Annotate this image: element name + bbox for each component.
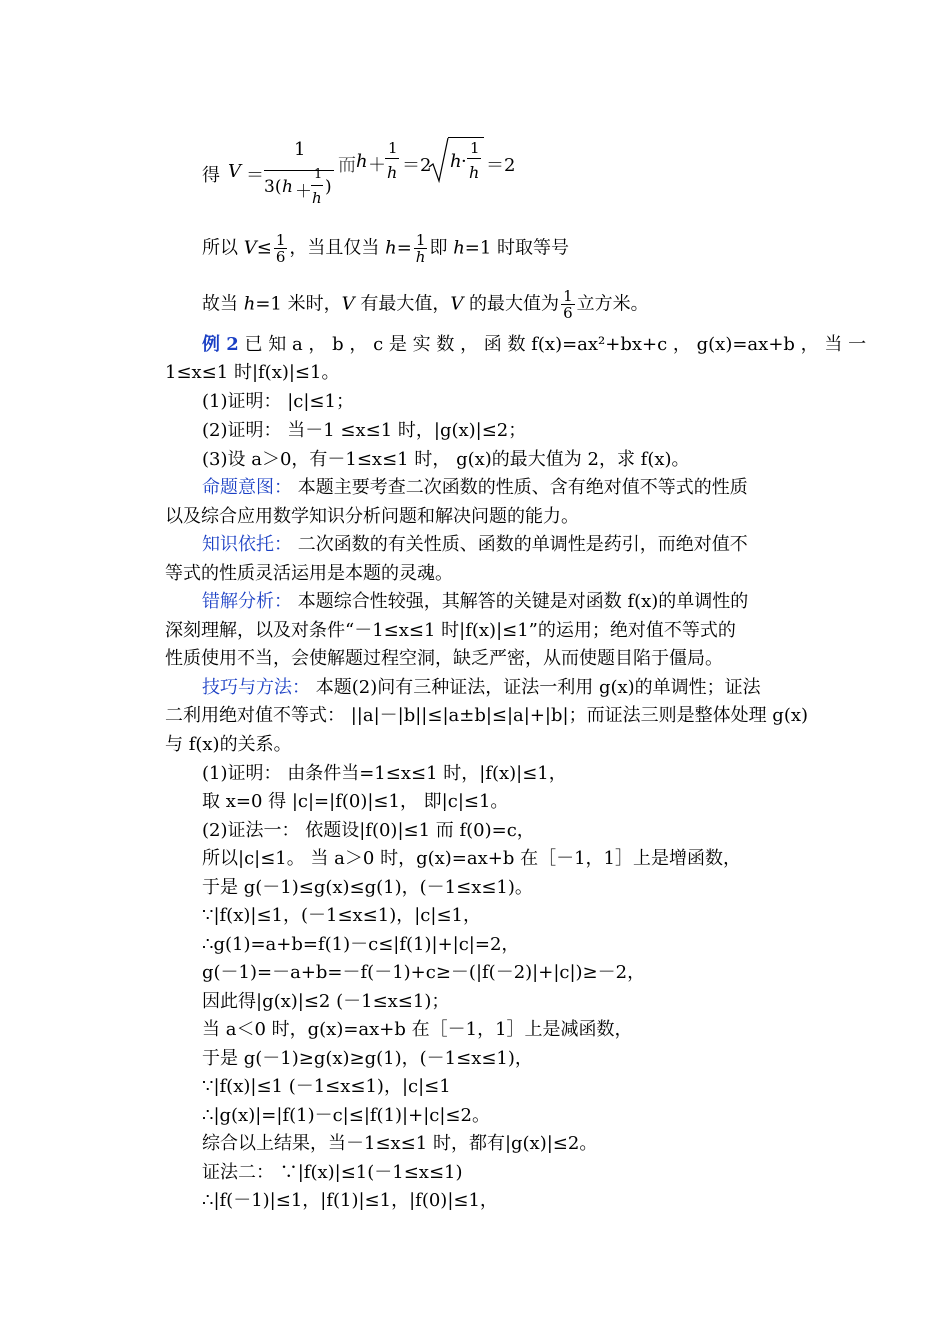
text: ，当且仅当	[289, 237, 386, 259]
var-v: V	[243, 237, 257, 259]
proof-line: g(－1)=－a+b=－f(－1)+c≥－(|f(－2)|+|c|)≥－2，	[202, 962, 646, 983]
fraction-one-h	[414, 232, 428, 265]
zhishi-line2: 等式的性质灵活运用是本题的灵魂。	[165, 563, 453, 584]
jiqiao-text: 本题(2)问有三种证法，证法一利用 g(x)的单调性；证法	[310, 677, 761, 698]
jiqiao-line2: 二利用绝对值不等式： ||a|－|b||≤|a±b|≤|a|+|b|；而证法三则是整体处理 g(x)	[165, 705, 809, 726]
frac-num: 1	[414, 232, 428, 249]
proof-line: ∴|f(－1)|≤1，|f(1)|≤1，|f(0)|≤1，	[202, 1190, 498, 1211]
var-h: h	[453, 237, 465, 259]
proof-line: 于是 g(－1)≥g(x)≥g(1)，(－1≤x≤1)，	[202, 1048, 533, 1069]
equation-den-plus: ＋	[295, 182, 312, 202]
proof-line: 所以|c|≤1。 当 a＞0 时，g(x)=ax+b 在［－1，1］上是增函数，	[202, 848, 742, 869]
proof-line: ∵|f(x)|≤1，(－1≤x≤1)，|c|≤1，	[202, 905, 481, 926]
zhishi-line1	[202, 531, 748, 559]
frac-den: 6	[563, 304, 573, 322]
equation-sqrt-den: h	[469, 163, 480, 182]
cuojie-line3: 性质使用不当，会使解题过程空洞，缺乏严密，从而使题目陷于僵局。	[165, 648, 723, 669]
frac-num: 1	[563, 287, 573, 305]
question-2: (2)证明： 当－1 ≤x≤1 时，|g(x)|≤2；	[202, 420, 527, 441]
proof-line: (2)证法一： 依题设|f(0)|≤1 而 f(0)=c，	[202, 820, 535, 841]
equation-er: 而	[338, 155, 356, 176]
fraction-bar-2	[385, 158, 399, 159]
proof-line: 取 x=0 得 |c|=|f(0)|≤1， 即|c|≤1。	[202, 791, 509, 812]
equation-de: 得	[202, 165, 220, 186]
example2-line2: 1≤x≤1 时|f(x)|≤1。	[165, 362, 340, 383]
equation-v: V	[228, 161, 241, 182]
cuojie-line2: 深刻理解，以及对条件“－1≤x≤1 时|f(x)|≤1”的运用；绝对值不等式的	[165, 620, 736, 641]
text: 立方米。	[576, 293, 649, 315]
sqrt-icon	[428, 137, 450, 183]
equation-dot: ·	[461, 151, 467, 172]
equation-frac2-num: 1	[388, 139, 398, 157]
equation-den-inner-num: 1	[314, 167, 323, 182]
inner-fraction-bar	[311, 185, 323, 186]
mingti-line1	[202, 474, 748, 502]
equation-den-prefix: 3(	[264, 177, 282, 197]
text: =1 米时，	[255, 293, 342, 315]
text: 故当	[202, 293, 244, 315]
proof-line: 证法二： ∵|f(x)|≤1(－1≤x≤1)	[202, 1162, 463, 1183]
text: =	[396, 237, 412, 259]
jiqiao-label: 技巧与方法：	[202, 677, 310, 698]
jiqiao-line1	[202, 674, 761, 702]
frac-den: 6	[275, 248, 286, 266]
equation-plus2: ＋	[368, 155, 386, 176]
equation-h2: h	[356, 151, 368, 172]
text: 有最大值，	[354, 293, 451, 315]
text: 的最大值为	[463, 293, 560, 315]
fraction-bar	[264, 170, 334, 171]
equation-den-h: h	[282, 177, 293, 197]
cuojie-label: 错解分析：	[202, 591, 292, 612]
suoyi-line	[202, 232, 569, 265]
sqrt-bar	[448, 137, 484, 138]
proof-line: 综合以上结果，当－1≤x≤1 时，都有|g(x)|≤2。	[202, 1133, 598, 1154]
cuojie-line1	[202, 588, 748, 616]
proof-line: 当 a＜0 时，g(x)=ax+b 在［－1，1］上是减函数，	[202, 1019, 633, 1040]
equation-sqrt-h: h	[450, 151, 462, 172]
proof-line: ∵|f(x)|≤1 (－1≤x≤1)，|c|≤1	[202, 1076, 451, 1097]
jiqiao-line3: 与 f(x)的关系。	[165, 734, 292, 755]
equation-num: 1	[294, 139, 306, 160]
example2-line1	[202, 331, 866, 359]
text: 所以	[202, 237, 244, 259]
text: =1 时取等号	[464, 237, 570, 259]
question-3: (3)设 a＞0，有－1≤x≤1 时， g(x)的最大值为 2，求 f(x)。	[202, 449, 690, 470]
frac-num: 1	[275, 231, 286, 249]
equation-eq: ＝	[246, 165, 264, 186]
proof-line: 因此得|g(x)|≤2 (－1≤x≤1)；	[202, 991, 450, 1012]
var-v: V	[450, 293, 464, 315]
proof-line: ∴|g(x)|=|f(1)－c|≤|f(1)|+|c|≤2。	[202, 1105, 490, 1126]
equation-sqrt-num: 1	[470, 139, 480, 157]
var-h: h	[243, 293, 256, 315]
question-1: (1)证明： |c|≤1；	[202, 391, 354, 412]
mingti-text: 本题主要考查二次函数的性质、含有绝对值不等式的性质	[292, 477, 748, 498]
gudang-line	[202, 288, 649, 321]
equation-den-inner-den: h	[312, 189, 322, 207]
proof-line: 于是 g(－1)≤g(x)≤g(1)，(－1≤x≤1)。	[202, 877, 533, 898]
equation-frac2-den: h	[387, 163, 398, 182]
equation-den-suffix: )	[325, 177, 332, 197]
var-h: h	[385, 237, 397, 259]
mingti-label: 命题意图：	[202, 477, 292, 498]
fraction-one-sixth	[274, 232, 288, 265]
zhishi-text: 二次函数的有关性质、函数的单调性是药引，而绝对值不	[292, 534, 748, 555]
text: 即	[429, 237, 454, 259]
var-v: V	[341, 293, 355, 315]
proof-line: (1)证明： 由条件当=1≤x≤1 时，|f(x)|≤1，	[202, 763, 567, 784]
cuojie-text: 本题综合性较强，其解答的关键是对函数 f(x)的单调性的	[292, 591, 749, 612]
fraction-one-sixth	[561, 288, 575, 321]
fraction-bar-3	[467, 158, 481, 159]
zhishi-label: 知识依托：	[202, 534, 292, 555]
equation-eq3: ＝2	[486, 155, 516, 176]
proof-line: ∴g(1)=a+b=f(1)－c≤|f(1)|+|c|=2，	[202, 934, 520, 955]
text: ≤	[256, 237, 272, 259]
equation-eq2: ＝2	[402, 155, 432, 176]
example2-label: 例 2	[202, 334, 239, 355]
example2-text-1: 已 知 a ， b ， c 是 实 数 ， 函 数 f(x)=ax²+bx+c ， g(x)=ax+b ， 当 一	[238, 334, 867, 355]
mingti-line2: 以及综合应用数学知识分析问题和解决问题的能力。	[165, 506, 579, 527]
frac-den: h	[415, 248, 426, 266]
